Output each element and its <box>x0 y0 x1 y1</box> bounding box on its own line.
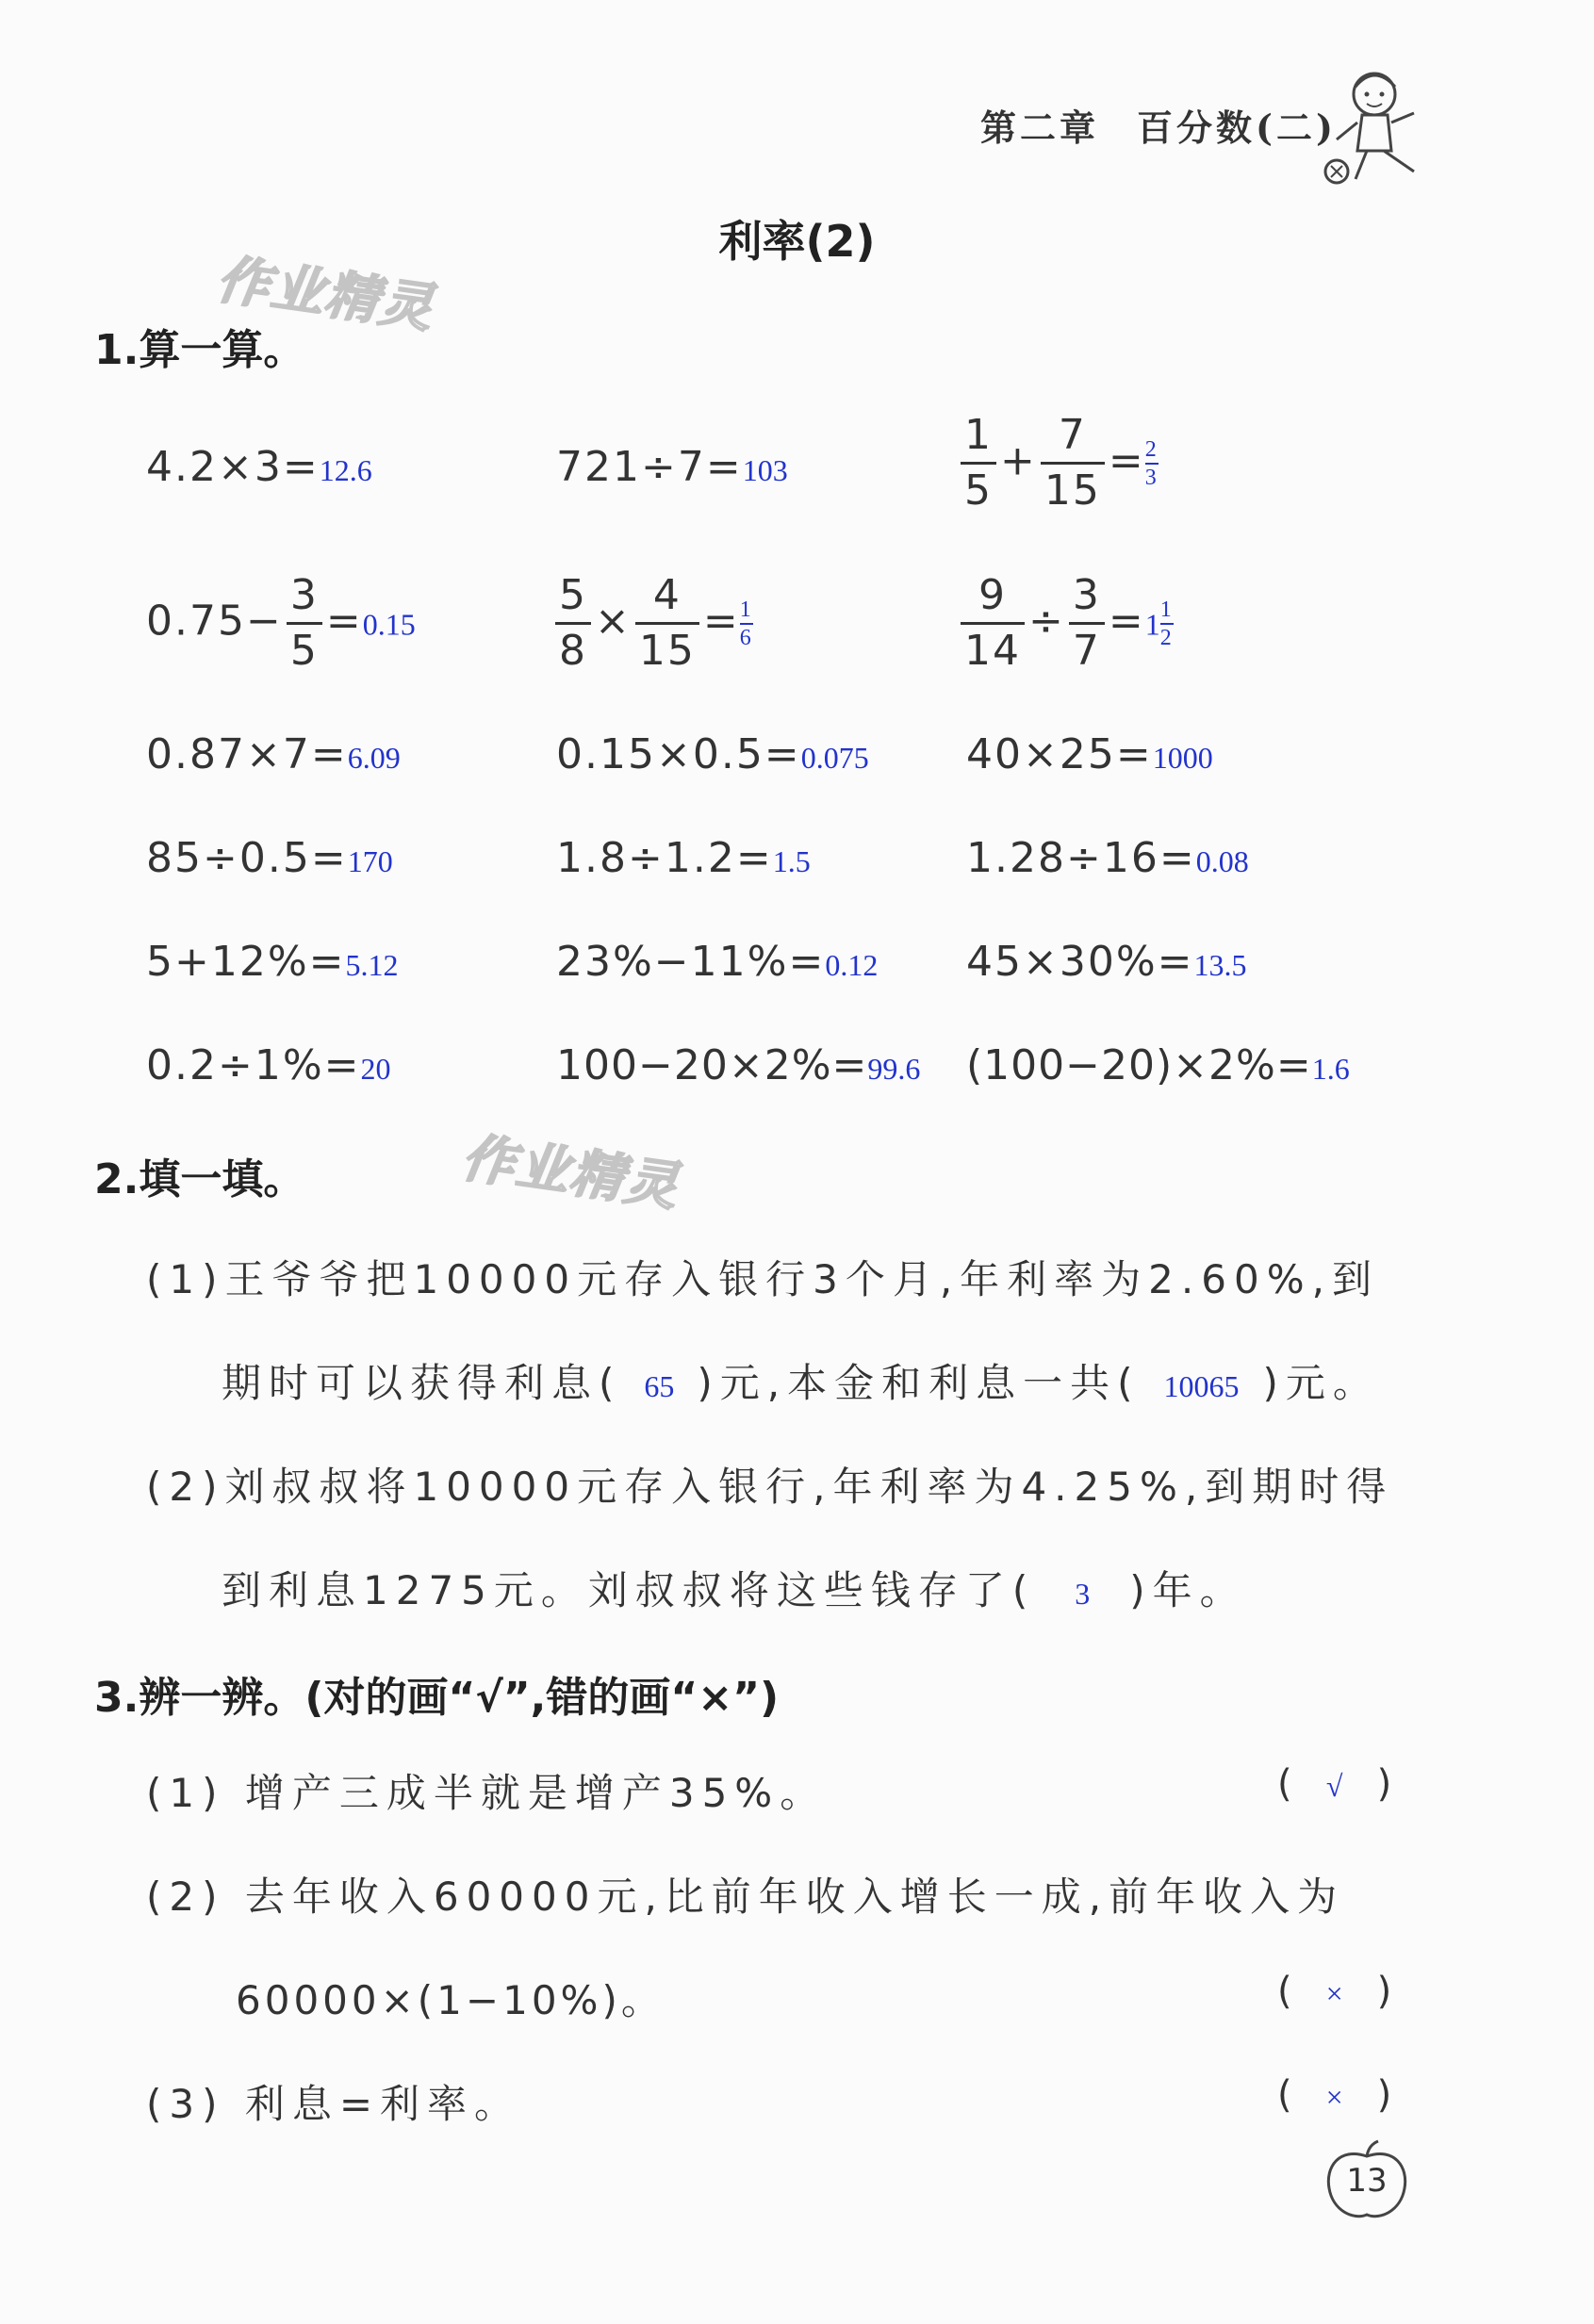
judge-answer-2: ( × ) <box>1277 1970 1392 2013</box>
fill-question-2-line-1: (2)刘叔叔将10000元存入银行,年利率为4.25%,到期时得 <box>146 1464 1394 1510</box>
answer: 0.08 <box>1195 844 1249 878</box>
calc-item: 4.2×3=12.6 <box>146 443 372 491</box>
calc-item: $\frac{9}{14}$ ÷ $\frac{3}{7}$ =1 $\frac{1}{2}$ <box>957 575 1174 672</box>
workbook-page: 第二章 百分数(二) 利率(2) 作业精灵 作业精灵 1.算一算。 4.2×3=12.6 721÷7=103 $\frac{1}{5}$ + $\frac{7}{15}$ = $\frac{2}{3}$ 0.75− $\frac{3}{5}$ =0.15 $\frac{5}{8}$ × $\frac{4}{15}$ = $\frac{1}{6}$ $\frac{9}{14}$ ÷ $\frac{3}{7}$ =1 $\frac{1}{2}$ 0.87×7=6.09 0.15×0.5=0.075 40×25=1000 85÷0.5=170 1.8÷1.2=1.5 1.28÷16=0.08 5+12%=5.12 23%−11%=0.12 45×30%=13.5 0.2÷1%=20 100−20×2%=99.6 (100−20)×2%=1.6 2.填一填。 (1)王爷爷把10000元存入银行3个月,年利率为2.60%,到 期时可以获得利息( 65 )元,本金和利息一共( 10065 )元。 (2)刘叔叔将10000元存入银行,年利率为4.25%,到期时得 到利息1275元。刘叔叔将这些钱存了( 3 )年。 3.辨一辨。(对的画“√”,错的画“×”) (1) 增产三成半就是增产35%。 ( √ ) (2) 去年收入60000元,比前年收入增长一成,前年收入为 60000×(1−10%)。 ( × ) (3) 利息=利率。 ( × ) 13 <box>0 0 1594 2324</box>
watermark: 作业精灵 <box>212 249 438 340</box>
judge-answer-3: ( × ) <box>1277 2073 1392 2117</box>
calc-item: 0.15×0.5=0.075 <box>556 730 869 778</box>
calc-item: (100−20)×2%=1.6 <box>966 1041 1350 1089</box>
calc-item: $\frac{1}{5}$ + $\frac{7}{15}$ = $\frac{2}{3}$ <box>957 415 1159 512</box>
soccer-boy-icon <box>1320 66 1433 188</box>
answer: 170 <box>347 844 393 878</box>
calc-item: 721÷7=103 <box>556 443 788 491</box>
fill-question-1-line-1: (1)王爷爷把10000元存入银行3个月,年利率为2.60%,到 <box>146 1256 1379 1302</box>
answer: 99.6 <box>867 1052 921 1086</box>
calc-item: 0.75− $\frac{3}{5}$ =0.15 <box>146 571 416 675</box>
judge-question-2-line-2: 60000×(1−10%)。 <box>236 1977 665 2023</box>
calc-item: 100−20×2%=99.6 <box>556 1041 921 1089</box>
answer: 1.6 <box>1311 1052 1350 1086</box>
calc-item: 85÷0.5=170 <box>146 834 393 882</box>
answer-blank: 3 <box>1075 1577 1091 1611</box>
calc-item: 45×30%=13.5 <box>966 938 1247 986</box>
lesson-title: 利率(2) <box>718 216 876 267</box>
answer: $\frac{1}{2}$ <box>1159 597 1174 650</box>
topic-label: 百分数(二) <box>1137 106 1337 149</box>
answer: 20 <box>360 1052 391 1086</box>
section-2-heading: 2.填一填。 <box>94 1155 305 1203</box>
calc-item: $\frac{5}{8}$ × $\frac{4}{15}$ = $\frac{1}{6}$ <box>551 575 753 672</box>
judge-question-2-line-1: (2) 去年收入60000元,比前年收入增长一成,前年收入为 <box>146 1874 1345 1920</box>
calc-item: 5+12%=5.12 <box>146 938 399 986</box>
answer: $\frac{1}{6}$ <box>739 597 753 650</box>
answer: 1.5 <box>772 844 811 878</box>
calc-item: 40×25=1000 <box>966 730 1213 778</box>
answer-blank: 10065 <box>1163 1369 1240 1403</box>
answer: 1000 <box>1152 741 1213 775</box>
fill-question-2-line-2: 到利息1275元。刘叔叔将这些钱存了( 3 )年。 <box>222 1567 1247 1613</box>
section-3-heading: 3.辨一辨。(对的画“√”,错的画“×”) <box>94 1674 780 1722</box>
answer: $\frac{2}{3}$ <box>1144 436 1159 490</box>
answer: 13.5 <box>1193 948 1247 982</box>
fill-question-1-line-2: 期时可以获得利息( 65 )元,本金和利息一共( 10065 )元。 <box>222 1360 1380 1406</box>
answer: 0.15 <box>362 607 416 642</box>
calc-item: 0.87×7=6.09 <box>146 730 401 778</box>
answer: 0.075 <box>800 741 869 775</box>
answer: 1 <box>1144 607 1160 642</box>
answer: 5.12 <box>345 948 399 982</box>
calc-item: 23%−11%=0.12 <box>556 938 879 986</box>
answer: 6.09 <box>347 741 401 775</box>
answer-blank: 65 <box>644 1369 675 1403</box>
judge-question-3: (3) 利息=利率。 <box>146 2081 522 2127</box>
calc-item: 1.28÷16=0.08 <box>966 834 1249 882</box>
judge-answer-1: ( √ ) <box>1277 1762 1392 1806</box>
calc-item: 1.8÷1.2=1.5 <box>556 834 811 882</box>
judge-question-1: (1) 增产三成半就是增产35%。 <box>146 1770 828 1816</box>
calc-item: 0.2÷1%=20 <box>146 1041 391 1089</box>
answer: 0.12 <box>825 948 879 982</box>
section-1-heading: 1.算一算。 <box>94 326 305 374</box>
chapter-label: 第二章 <box>980 106 1100 149</box>
page-header <box>980 99 1337 151</box>
watermark: 作业精灵 <box>457 1127 683 1219</box>
answer: 12.6 <box>319 453 372 487</box>
answer: 103 <box>742 453 788 487</box>
